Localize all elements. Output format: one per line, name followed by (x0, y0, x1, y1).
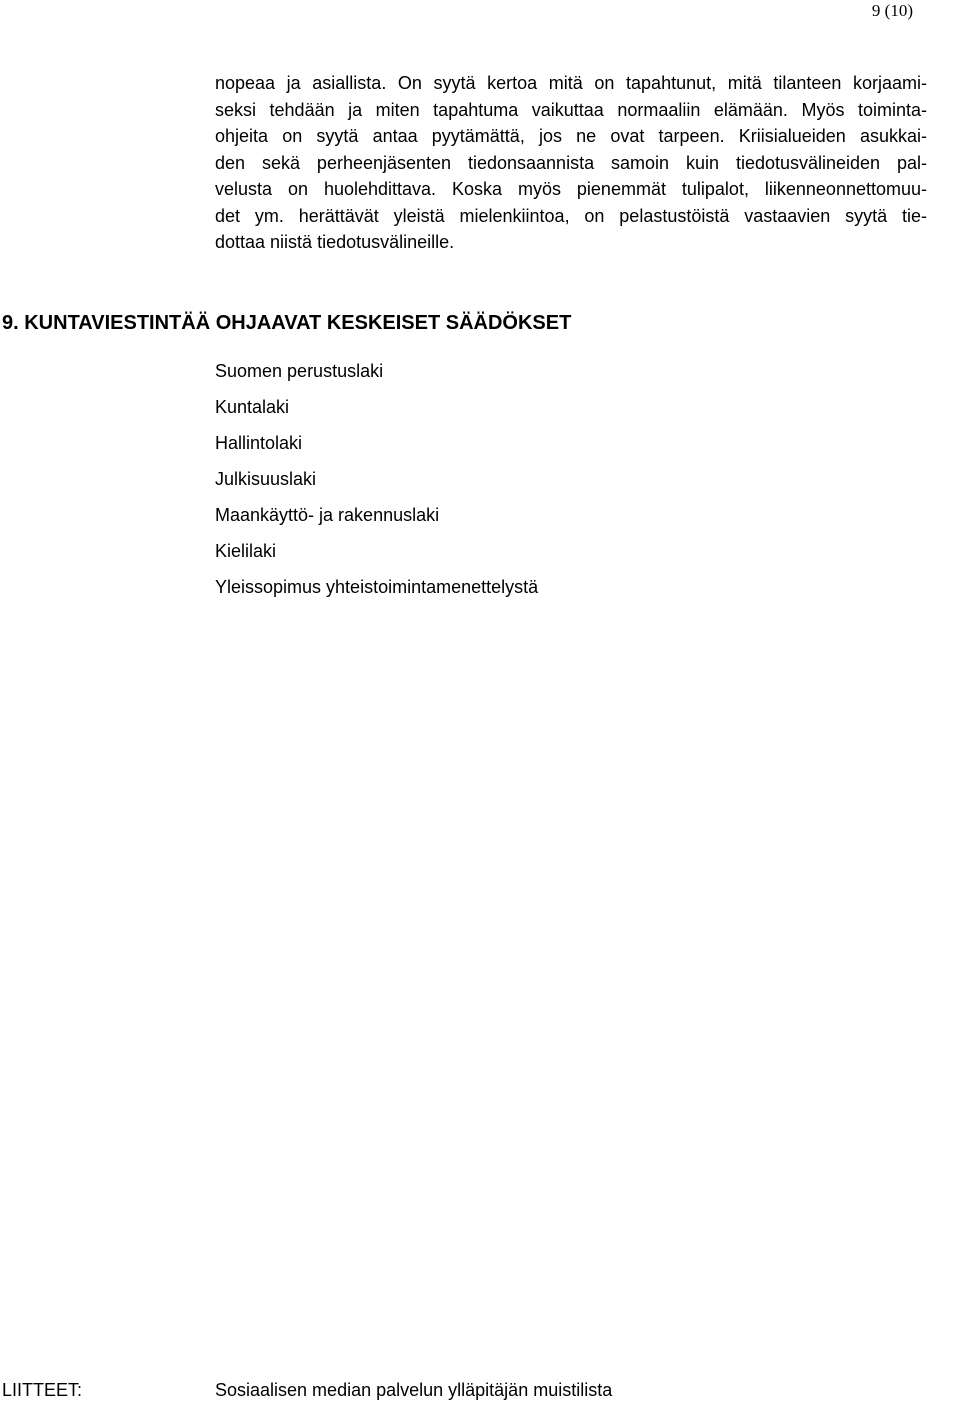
section-heading: 9. KUNTAVIESTINTÄÄ OHJAAVAT KESKEISET SÄÄDÖKSET (2, 312, 572, 334)
paragraph-line: det ym. herättävät yleistä mielenkiintoa, on pelastustöistä vastaavien syytä tie- (215, 205, 927, 226)
attachment-item: Sosiaalisen median palvelun ylläpitäjän muistilista (215, 1380, 613, 1400)
law-list (215, 359, 538, 611)
paragraph-line: dottaa niistä tiedotusvälineille. (215, 232, 455, 252)
law-list-item: Yleissopimus yhteistoimintamenettelystä (215, 577, 539, 597)
paragraph-line: nopeaa ja asiallista. On syytä kertoa mitä on tapahtunut, mitä tilanteen korjaami- (215, 73, 927, 93)
paragraph-line: den sekä perheenjäsenten tiedonsaannista samoin kuin tiedotusvälineiden pal- (215, 152, 927, 173)
intro-paragraph (215, 70, 927, 256)
attachments-label: LIITTEET: (2, 1380, 83, 1400)
page-number: 9 (10) (871, 1, 913, 20)
paragraph-line: velusta on huolehdittava. Koska myös pienemmät tulipalot, liikenneonnettomuu- (215, 179, 927, 199)
paragraph-line: ohjeita on syytä antaa pyytämättä, jos ne ovat tarpeen. Kriisialueiden asukkai- (215, 126, 927, 146)
law-list-item: Kielilaki (215, 541, 277, 561)
law-list-item: Kuntalaki (215, 397, 290, 417)
law-list-item: Hallintolaki (215, 433, 303, 453)
law-list-item: Suomen perustuslaki (215, 361, 384, 381)
law-list-item: Maankäyttö- ja rakennuslaki (215, 505, 440, 525)
law-list-item: Julkisuuslaki (215, 469, 317, 489)
paragraph-line: seksi tehdään ja miten tapahtuma vaikuttaa normaaliin elämään. Myös toiminta- (215, 99, 927, 120)
